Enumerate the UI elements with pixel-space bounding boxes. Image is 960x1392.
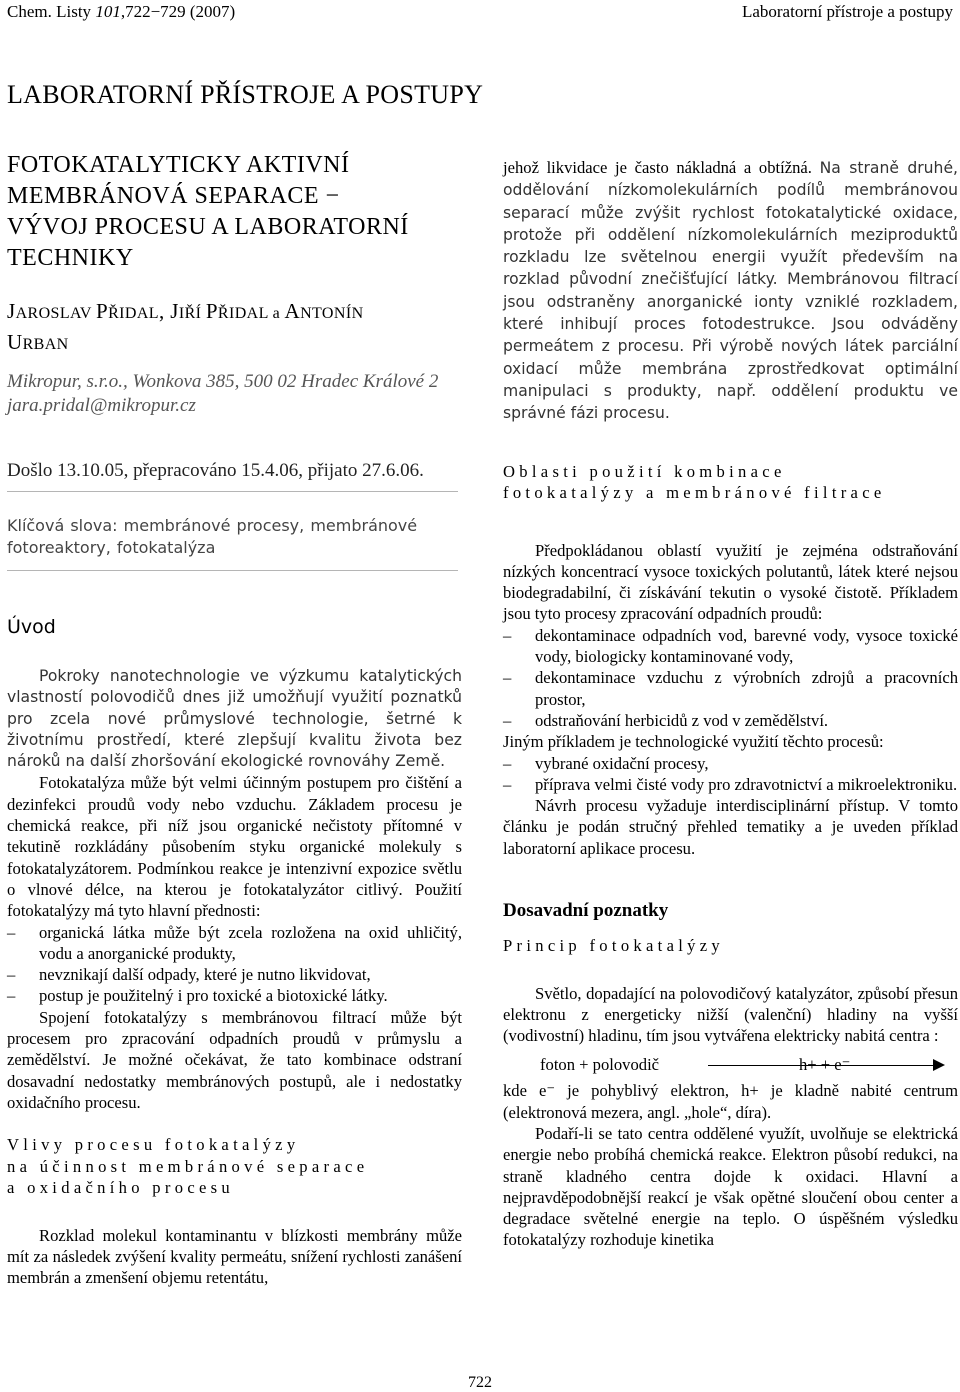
authors: JAROSLAV PŘIDAL, JIŘÍ PŘIDAL a ANTONÍN URBAN: [7, 299, 364, 354]
advantages-list: [7, 922, 462, 1007]
left-column: [7, 614, 462, 1289]
list-item: – dekontaminace vzduchu z výrobních zdrojů a pracovních prostor,: [503, 667, 958, 710]
paragraph: kde e⁻ je pohyblivý elektron, h+ je kladně nabité centrum (elektronová mezera, angl. „hole“, díra).: [503, 1081, 958, 1122]
list-item: – vybrané oxidační procesy,: [503, 753, 958, 774]
divider-top: [7, 491, 458, 492]
subheading-applications: Oblasti použití kombinace fotokatalýzy a membránové filtrace: [503, 461, 886, 503]
processes-list: [503, 753, 958, 796]
applications-list: [503, 625, 958, 731]
article-title: FOTOKATALYTICKY AKTIVNÍ MEMBRÁNOVÁ SEPARACE − VÝVOJ PROCESU A LABORATORNÍ TECHNIKY: [7, 152, 409, 271]
right-column: [503, 157, 958, 1251]
reaction-equation: [503, 1054, 958, 1080]
intro-paragraph: Pokroky nanotechnologie ve výzkumu katalytických vlastností polovodičů dnes již umožňují využití poznatků pro zcela nové průmyslové technologie, šetrné k životnímu prostředí, které zlepšují kvalitu života bez nároků na další zhoršování ekologické rovnováhy Země.: [7, 667, 462, 771]
paragraph: Spojení fotokatalýzy s membránovou filtrací může být procesem pro zpracování odpadních proudů v průmyslu a zemědělství. Je možné očekávat, že tato kombinace odstraní dosavadní nedostatky membránových postupů, ale i nedostatky oxidačního procesu.: [7, 1007, 462, 1112]
divider-bottom: [7, 570, 458, 571]
received-dates: Došlo 13.10.05, přepracováno 15.4.06, přijato 27.6.06.: [7, 460, 424, 481]
page-number: 722: [468, 1374, 492, 1391]
paragraph: Předpokládanou oblastí využití je zejména odstraňování nízkých koncentrací vysoce toxických polutantů, látek které nejsou biodegradabilní, či získávání tekutin o vysoké čistotě. Příkladem jsou tyto procesy zpracování odpadních proudů:: [503, 540, 958, 624]
email-link[interactable]: jara.pridal@mikropur.cz: [7, 395, 196, 416]
equation-products: h+ + e⁻: [799, 1055, 851, 1075]
volume-number: 101: [95, 2, 121, 21]
subheading-influence: Vlivy procesu fotokatalýzy na účinnost membránové separace a oxidačního procesu: [7, 1135, 369, 1198]
subheading-principle: Princip fotokatalýzy: [503, 936, 725, 956]
intro-heading: Úvod: [7, 616, 56, 638]
list-item: – odstraňování herbicidů z vod v zemědělství.: [503, 710, 958, 731]
paragraph: Podaří-li se tato centra oddělené využít, uvolňuje se elektrická energie nebo probíhá chemická reakce. Elektron působí redukci, na straně kladného centra dojde k oxidaci. Hlavní a nejpravděpodobnější reakcí je však opětné sloučení obou center a degradace světelné energie na teplo. O úspěšném výsledku fotokatalýzy rozhoduje kinetika: [503, 1124, 958, 1250]
list-item: – příprava velmi čisté vody pro zdravotnictví a mikroelektroniku.: [503, 774, 958, 795]
running-header-journal: Chem. Listy 101,722−729 (2007): [7, 2, 236, 21]
paragraph: Rozklad molekul kontaminantu v blízkosti membrány může mít za následek zvýšení kvality permeátu, snížení rychlosti zanášení membrán a zmenšení objemu retentátu,: [7, 1225, 462, 1288]
list-item: – dekontaminace odpadních vod, barevné vody, vysoce toxické vody, biologicky kontaminované vody,: [503, 625, 958, 668]
paragraph: jehož likvidace je často nákladná a obtížná. Na straně druhé, oddělování nízkomolekulárních podílů membránovou separací může zvýšit rychlost fotokatalytické oxidace, protože při oddělení nízkomolekulárních meziproduktů rozkladu lze světelnou energii využít především na rozklad původní znečišťující látky. Membránovou filtrací jsou odstraněny anorganické ionty vzniklé rozkladem, které inhibují proces fotodestrukce. Jsou odváděny permeátem z procesu. Při výrobě nových látek parciální oxidací může membrána zprostředkovat optimální manipulaci s produkty, např. oddělení produktu ve správné fázi procesu.: [503, 158, 958, 423]
paragraph: Jiným příkladem je technologické využití těchto procesů:: [503, 732, 884, 752]
section-title: LABORATORNÍ PŘÍSTROJE A POSTUPY: [7, 80, 484, 109]
heading-prior-knowledge: Dosavadní poznatky: [503, 900, 669, 922]
keywords: Klíčová slova: membránové procesy, membránové fotoreaktory, fotokatalýza: [7, 516, 418, 557]
affiliation: Mikropur, s.r.o., Wonkova 385, 500 02 Hradec Králové 2 jara.pridal@mikropur.cz: [7, 370, 467, 418]
list-item: – nevznikají další odpady, které je nutno likvidovat,: [7, 964, 462, 985]
paragraph: Návrh procesu vyžaduje interdisciplinární přístup. V tomto článku je podán stručný přehled tematiky a je uveden příklad laboratorní aplikace procesu.: [503, 796, 958, 858]
paragraph: Fotokatalýza může být velmi účinným postupem pro čištění a dezinfekci proudů vody nebo vzduchu. Základem procesu je chemická reakce, při níž jsou organické nečistoty přítomné v tekutině rozkládány působením styku organické molekuly s fotokatalyzátorem. Podmínkou reakce je intenzivní expozice světlu o vlnové délce, na kterou je fotokatalyzátor citlivý. Použití fotokatalýzy má tyto hlavní přednosti:: [7, 773, 462, 921]
paragraph: Světlo, dopadající na polovodičový katalyzátor, způsobí přesun elektronu z energeticky nižší (valenční) hladiny na vyšší (vodivostní) hladinu, tím jsou vytvářena elektricky nabitá centra :: [503, 983, 958, 1046]
list-item: – organická látka může být zcela rozložena na oxid uhličitý, vodu a anorganické produkty,: [7, 922, 462, 965]
running-header-section: Laboratorní přístroje a postupy: [741, 2, 953, 21]
list-item: – postup je použitelný i pro toxické a biotoxické látky.: [7, 985, 462, 1006]
equation-reactants: foton + polovodič: [540, 1055, 660, 1075]
